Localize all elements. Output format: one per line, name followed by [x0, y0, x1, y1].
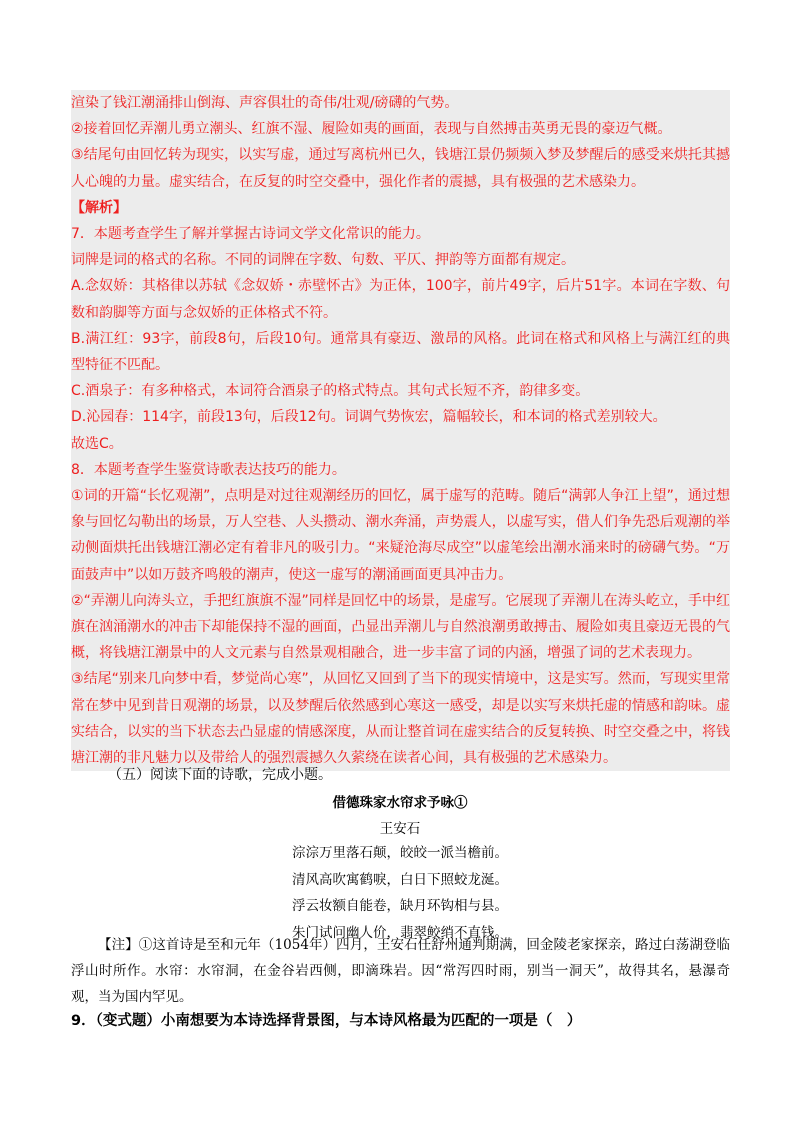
answer-paragraph: 渲染了钱江潮涌排山倒海、声容俱壮的奇伟/壮观/磅礴的气势。 [71, 95, 459, 111]
analysis-heading: 【解析】 [71, 199, 127, 216]
poem-line: 清风高吹寓鹤唳，白日下照蛟龙涎。 [292, 871, 508, 888]
answer-paragraph: ①词的开篇“长忆观潮”，点明是对过往观潮经历的回忆，属于虚写的范畴。随后“满郭人争江上望”，通过想象与回忆勾勒出的场景，万人空巷、人头攒动、潮水奔涌，声势震人，以虚写实，借人们争先恐后观潮的举动侧面烘托出钱塘江潮必定有着非凡的吸引力。“来疑沧海尽成空”以虚笔绘出潮水涌来时的磅礴气势。“万面鼓声中”以如万鼓齐鸣般的潮声，使这一虚写的潮涌画面更具冲击力。 [71, 488, 730, 583]
poem-line: 淙淙万里落石颠，皎皎一派当檐前。 [292, 845, 508, 861]
option-c-explanation: C.酒泉子：有多种格式，本词符合酒泉子的格式特点。其句式长短不齐，韵律多变。 [71, 383, 590, 400]
poem-body [0, 840, 800, 946]
option-d-explanation: D.沁园春：114字，前段13句，后段12句。词调气势恢宏，篇幅较长，和本词的格式差别较大。 [71, 409, 667, 426]
section-intro: （五）阅读下面的诗歌，完成小题。 [108, 767, 332, 783]
answer-paragraph: 8．本题考查学生鉴赏诗歌表达技巧的能力。 [71, 461, 346, 478]
poem-author: 王安石 [379, 821, 421, 837]
answer-paragraph: ②接着回忆弄潮儿勇立潮头、红旗不湿、履险如夷的画面，表现与自然搏击英勇无畏的豪迈气概。 [71, 121, 672, 138]
poem-note: 【注】①这首诗是至和元年（1054年）四月，王安石任舒州通判期满，回金陵老家探亲，路过白荡湖登临浮山时所作。水帘：水帘洞，在金谷岩西侧，即滴珠岩。因“常泻四时雨，别当一洞天”，故得其名，悬瀑奇观，当为国内罕见。 [71, 937, 730, 1005]
answer-paragraph: 7．本题考查学生了解并掌握古诗词文学文化常识的能力。 [71, 226, 430, 243]
poem-line: 浮云妆额自能卷，缺月环钩相与县。 [292, 898, 508, 915]
answer-explanation-block [71, 90, 730, 771]
answer-paragraph: 词牌是词的格式的名称。不同的词牌在字数、句数、平仄、押韵等方面都有规定。 [71, 252, 575, 269]
option-a-explanation: A.念奴娇：其格律以苏轼《念奴娇・赤壁怀古》为正体，100字，前片49字，后片51字。本词在字数、句数和韵脚等方面与念奴娇的正体格式不符。 [71, 278, 730, 321]
poem-line: 朱门试问幽人价，翡翠鲛绡不直钱。 [292, 924, 508, 941]
answer-paragraph: ③结尾“别来几向梦中看，梦觉尚心寒”，从回忆又回到了当下的现实情境中，这是实写。然而，写现实里常常在梦中见到昔日观潮的场景，以及梦醒后依然感到心寒这一感受，却是以实写来烘托虚的情感和韵味。虚实结合，以实的当下状态去凸显虚的情感深度，从而让整首词在虚实结合的反复转换、时空交叠之中，将钱塘江潮的非凡魅力以及带给人的强烈震撼久久萦绕在读者心间，具有极强的艺术感染力。 [71, 671, 730, 767]
question-9: 9．（变式题）小南想要为本诗选择背景图，与本诗风格最为匹配的一项是（ ） [71, 1013, 582, 1029]
answer-paragraph: ②“弄潮儿向涛头立，手把红旗旗不湿”同样是回忆中的场景，是虚写。它展现了弄潮儿在涛头屹立，手中红旗在汹涌潮水的冲击下却能保持不湿的画面，凸显出弄潮儿与自然浪潮勇敢搏击、履险如夷且豪迈无畏的气概，将钱塘江潮景中的人文元素与自然景观相融合，进一步丰富了词的内涵，增强了词的艺术表现力。 [71, 592, 730, 662]
option-b-explanation: B.满江红：93字，前段8句，后段10句。通常具有豪迈、激昂的风格。此词在格式和风格上与满江红的典型特征不匹配。 [71, 330, 730, 374]
answer-choice: 故选C。 [71, 435, 123, 452]
answer-paragraph: ③结尾句由回忆转为现实，以实写虚，通过写离杭州已久，钱塘江景仍频频入梦及梦醒后的感受来烘托其撼人心魄的力量。虚实结合，在反复的时空交叠中，强化作者的震撼，具有极强的艺术感染力。 [71, 147, 730, 190]
poem-title: 借德珠家水帘求予咏① [332, 795, 468, 811]
